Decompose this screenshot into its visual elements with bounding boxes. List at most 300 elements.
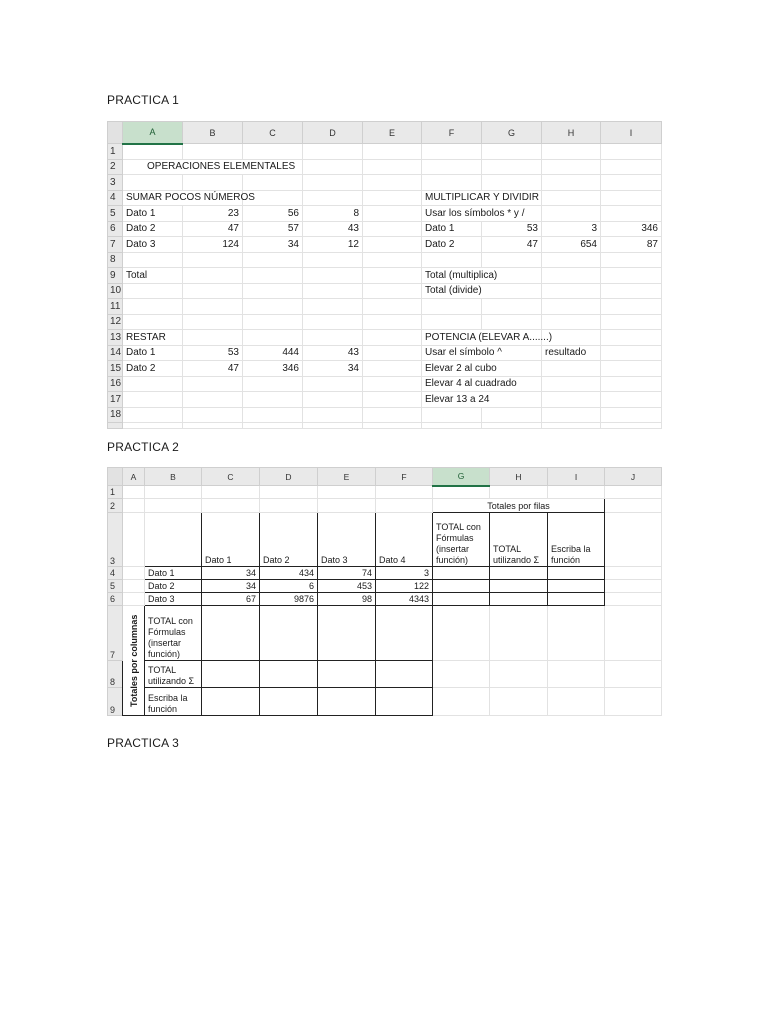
cell[interactable] <box>548 661 605 688</box>
row-header[interactable]: 7 <box>108 606 123 661</box>
cell[interactable] <box>183 330 243 346</box>
cell-total-label[interactable]: Total <box>123 268 183 284</box>
cell[interactable] <box>433 580 490 593</box>
cell <box>123 423 183 429</box>
cell[interactable] <box>303 283 363 299</box>
cell[interactable] <box>433 593 490 606</box>
cell[interactable] <box>542 206 601 222</box>
cell[interactable] <box>123 567 145 580</box>
cell-header[interactable]: Dato 2 <box>260 513 318 567</box>
cell-total-div[interactable]: Total (divide) <box>422 283 542 299</box>
cell[interactable] <box>605 606 662 661</box>
cell[interactable] <box>363 221 422 237</box>
cell[interactable] <box>376 486 433 499</box>
cell-value[interactable]: 346 <box>601 221 662 237</box>
cell[interactable] <box>542 175 601 191</box>
cell[interactable] <box>601 330 662 346</box>
cell[interactable] <box>123 407 183 423</box>
cell-value[interactable]: 43 <box>303 221 363 237</box>
cell-header[interactable]: Dato 4 <box>376 513 433 567</box>
cell[interactable] <box>363 206 422 222</box>
cell[interactable] <box>363 376 422 392</box>
cell[interactable] <box>318 606 376 661</box>
cell[interactable] <box>363 345 422 361</box>
cell[interactable] <box>243 175 303 191</box>
cell[interactable] <box>183 314 243 330</box>
cell[interactable] <box>601 299 662 315</box>
cell[interactable] <box>605 499 662 513</box>
cell-label[interactable]: Dato 2 <box>123 361 183 377</box>
cell-value[interactable]: 3 <box>376 567 433 580</box>
column-header-g[interactable]: G <box>482 122 542 144</box>
cell <box>601 423 662 429</box>
cell[interactable] <box>605 486 662 499</box>
row-header[interactable]: 9 <box>108 688 123 716</box>
cell-value[interactable]: 444 <box>243 345 303 361</box>
column-header-f[interactable]: F <box>422 122 482 144</box>
cell[interactable] <box>542 392 601 408</box>
cell-value[interactable]: 453 <box>318 580 376 593</box>
cell-totales-columnas[interactable]: Totales por columnas <box>123 606 145 716</box>
column-header-row <box>108 122 662 144</box>
cell-value[interactable]: 4343 <box>376 593 433 606</box>
cell[interactable] <box>303 299 363 315</box>
cell[interactable] <box>548 567 605 580</box>
cell[interactable] <box>433 606 490 661</box>
cell[interactable] <box>243 330 303 346</box>
cell-value[interactable]: 34 <box>243 237 303 253</box>
cell[interactable] <box>202 486 260 499</box>
cell[interactable] <box>422 175 482 191</box>
cell-total-mult[interactable]: Total (multiplica) <box>422 268 542 284</box>
cell[interactable] <box>548 580 605 593</box>
cell[interactable] <box>542 268 601 284</box>
cell-value[interactable]: 6 <box>260 580 318 593</box>
row-header[interactable]: 14 <box>108 345 123 361</box>
column-header-j[interactable]: J <box>605 468 662 486</box>
cell[interactable] <box>145 513 202 567</box>
cell-value[interactable]: 57 <box>243 221 303 237</box>
cell-resultado[interactable]: resultado <box>542 345 601 361</box>
row-header[interactable]: 7 <box>108 237 123 253</box>
row-header[interactable]: 3 <box>108 175 123 191</box>
cell[interactable] <box>123 314 183 330</box>
cell-col-total-header[interactable]: Escriba la función <box>145 688 202 716</box>
cell-col-total-header[interactable]: TOTAL utilizando Σ <box>145 661 202 688</box>
cell[interactable] <box>601 268 662 284</box>
cell[interactable] <box>542 314 601 330</box>
cell[interactable] <box>433 688 490 716</box>
cell[interactable] <box>422 407 482 423</box>
cell-value[interactable]: 43 <box>303 345 363 361</box>
cell-value[interactable]: 34 <box>202 580 260 593</box>
cell[interactable] <box>548 486 605 499</box>
cell-potencia-item[interactable]: Elevar 4 al cuadrado <box>422 376 542 392</box>
cell-value[interactable]: 47 <box>183 221 243 237</box>
cell[interactable] <box>363 314 422 330</box>
cell[interactable] <box>202 606 260 661</box>
cell[interactable] <box>260 661 318 688</box>
row-header[interactable]: 6 <box>108 593 123 606</box>
practica-1-heading: PRACTICA 1 <box>107 93 180 107</box>
cell[interactable] <box>303 252 363 268</box>
cell[interactable] <box>605 513 662 567</box>
cell-value[interactable]: 47 <box>183 361 243 377</box>
practica-1-sheet <box>107 121 662 429</box>
cell[interactable] <box>548 593 605 606</box>
cell-label[interactable]: Dato 2 <box>145 580 202 593</box>
cell[interactable] <box>123 144 183 160</box>
cell[interactable] <box>123 499 145 513</box>
cell <box>542 423 601 429</box>
cell-label[interactable]: Dato 1 <box>123 345 183 361</box>
cell <box>303 423 363 429</box>
cell <box>243 423 303 429</box>
cell[interactable] <box>433 486 490 499</box>
cell-value[interactable]: 47 <box>482 237 542 253</box>
cell-label[interactable]: Dato 2 <box>123 221 183 237</box>
cell[interactable] <box>145 486 202 499</box>
cell[interactable] <box>422 314 482 330</box>
cell[interactable] <box>601 283 662 299</box>
cell[interactable] <box>318 486 376 499</box>
cell-restar-title[interactable]: RESTAR <box>123 330 183 346</box>
cell-value[interactable]: 9876 <box>260 593 318 606</box>
column-header-g[interactable]: G <box>433 468 490 486</box>
cell <box>183 423 243 429</box>
cell <box>363 423 422 429</box>
cell[interactable] <box>145 499 202 513</box>
cell[interactable] <box>542 299 601 315</box>
cell[interactable] <box>490 606 548 661</box>
cell[interactable] <box>363 361 422 377</box>
cell[interactable] <box>123 513 145 567</box>
cell[interactable] <box>490 593 548 606</box>
column-header-d[interactable]: D <box>303 122 363 144</box>
cell[interactable] <box>123 252 183 268</box>
row-header[interactable]: 5 <box>108 580 123 593</box>
cell[interactable] <box>243 252 303 268</box>
row-header[interactable]: 16 <box>108 376 123 392</box>
cell[interactable] <box>601 376 662 392</box>
cell[interactable] <box>123 392 183 408</box>
cell[interactable] <box>605 580 662 593</box>
practica-2-sheet <box>107 467 662 716</box>
cell[interactable] <box>183 268 243 284</box>
row-header[interactable]: 5 <box>108 206 123 222</box>
select-all-corner[interactable] <box>108 122 123 144</box>
cell-value[interactable]: 8 <box>303 206 363 222</box>
cell[interactable] <box>303 144 363 160</box>
cell[interactable] <box>183 299 243 315</box>
cell[interactable] <box>376 499 433 513</box>
cell-value[interactable]: 53 <box>183 345 243 361</box>
cell[interactable] <box>183 283 243 299</box>
cell[interactable] <box>490 567 548 580</box>
cell-value[interactable]: 74 <box>318 567 376 580</box>
cell[interactable] <box>303 376 363 392</box>
row-header[interactable]: 6 <box>108 221 123 237</box>
column-header-i[interactable]: I <box>548 468 605 486</box>
cell-label[interactable]: Dato 3 <box>145 593 202 606</box>
cell[interactable] <box>601 190 662 206</box>
cell-potencia-item[interactable]: Elevar 2 al cubo <box>422 361 542 377</box>
column-header-e[interactable]: E <box>363 122 422 144</box>
cell[interactable] <box>303 190 363 206</box>
cell <box>482 423 542 429</box>
cell[interactable] <box>303 330 363 346</box>
cell[interactable] <box>490 661 548 688</box>
cell-potencia-hint[interactable]: Usar el símbolo ^ <box>422 345 542 361</box>
cell-label[interactable]: Dato 1 <box>145 567 202 580</box>
cell[interactable] <box>243 144 303 160</box>
cell-value[interactable]: 124 <box>183 237 243 253</box>
select-all-corner[interactable] <box>108 468 123 486</box>
cell[interactable] <box>303 268 363 284</box>
row-header[interactable]: 10 <box>108 283 123 299</box>
row-header[interactable]: 1 <box>108 144 123 160</box>
cell-label[interactable]: Dato 3 <box>123 237 183 253</box>
cell-value[interactable]: 346 <box>243 361 303 377</box>
cell-value[interactable]: 23 <box>183 206 243 222</box>
cell-value[interactable]: 98 <box>318 593 376 606</box>
cell[interactable] <box>243 314 303 330</box>
cell[interactable] <box>376 661 433 688</box>
row-header[interactable]: 18 <box>108 407 123 423</box>
cell[interactable] <box>601 252 662 268</box>
cell[interactable] <box>601 206 662 222</box>
cell[interactable] <box>605 567 662 580</box>
cell[interactable] <box>482 252 542 268</box>
cell[interactable] <box>123 593 145 606</box>
cell[interactable] <box>363 175 422 191</box>
cell[interactable] <box>318 499 376 513</box>
column-header-i[interactable]: I <box>601 122 662 144</box>
row-header[interactable]: 17 <box>108 392 123 408</box>
row-header[interactable]: 4 <box>108 567 123 580</box>
cell-value[interactable]: 34 <box>303 361 363 377</box>
cell[interactable] <box>260 606 318 661</box>
cell[interactable] <box>376 688 433 716</box>
cell-header[interactable]: Dato 1 <box>202 513 260 567</box>
cell[interactable] <box>542 144 601 160</box>
cell[interactable] <box>303 159 363 175</box>
cell[interactable] <box>542 190 601 206</box>
row-header[interactable]: 8 <box>108 252 123 268</box>
cell[interactable] <box>482 299 542 315</box>
column-header-c[interactable]: C <box>243 122 303 144</box>
cell[interactable] <box>422 159 482 175</box>
cell[interactable] <box>433 661 490 688</box>
cell-title[interactable]: OPERACIONES ELEMENTALES <box>123 159 303 175</box>
row-header[interactable]: 4 <box>108 190 123 206</box>
cell[interactable] <box>605 593 662 606</box>
cell[interactable] <box>183 392 243 408</box>
cell[interactable] <box>243 299 303 315</box>
row-header[interactable]: 1 <box>108 486 123 499</box>
cell[interactable] <box>601 361 662 377</box>
column-header-f[interactable]: F <box>376 468 433 486</box>
column-header-a[interactable]: A <box>123 468 145 486</box>
cell[interactable] <box>422 299 482 315</box>
cell[interactable] <box>482 314 542 330</box>
cell[interactable] <box>490 688 548 716</box>
partial-row <box>108 423 662 429</box>
cell[interactable] <box>363 407 422 423</box>
column-header-row <box>108 468 662 486</box>
row-header[interactable]: 11 <box>108 299 123 315</box>
column-header-h[interactable]: H <box>542 122 601 144</box>
cell-label[interactable]: Dato 1 <box>422 221 482 237</box>
cell[interactable] <box>363 283 422 299</box>
cell[interactable] <box>376 606 433 661</box>
column-header-e[interactable]: E <box>318 468 376 486</box>
row-header[interactable]: 12 <box>108 314 123 330</box>
cell[interactable] <box>318 661 376 688</box>
cell[interactable] <box>601 407 662 423</box>
cell[interactable] <box>243 407 303 423</box>
cell[interactable] <box>601 159 662 175</box>
cell[interactable] <box>542 376 601 392</box>
cell[interactable] <box>183 144 243 160</box>
cell-col-total-header[interactable]: TOTAL con Fórmulas (insertar función) <box>145 606 202 661</box>
row-header[interactable]: 3 <box>108 513 123 567</box>
practica-2-heading: PRACTICA 2 <box>107 440 180 454</box>
cell-sumar-title[interactable]: SUMAR POCOS NÚMEROS <box>123 190 243 206</box>
cell-value[interactable]: 67 <box>202 593 260 606</box>
cell-value[interactable]: 3 <box>542 221 601 237</box>
column-header-b[interactable]: B <box>183 122 243 144</box>
cell-potencia-item[interactable]: Elevar 13 a 24 <box>422 392 542 408</box>
cell[interactable] <box>542 159 601 175</box>
cell[interactable] <box>490 486 548 499</box>
cell-value[interactable]: 56 <box>243 206 303 222</box>
row-header[interactable]: 2 <box>108 159 123 175</box>
row-header[interactable]: 8 <box>108 661 123 688</box>
cell[interactable] <box>363 392 422 408</box>
cell-totales-filas[interactable]: Totales por filas <box>433 499 605 513</box>
cell[interactable] <box>243 283 303 299</box>
column-header-h[interactable]: H <box>490 468 548 486</box>
cell[interactable] <box>482 175 542 191</box>
cell[interactable] <box>202 499 260 513</box>
cell[interactable] <box>422 252 482 268</box>
cell[interactable] <box>260 486 318 499</box>
cell[interactable] <box>123 299 183 315</box>
row-header[interactable]: 9 <box>108 268 123 284</box>
cell[interactable] <box>542 283 601 299</box>
cell[interactable] <box>183 376 243 392</box>
cell-row-total-header[interactable]: Escriba la función <box>548 513 605 567</box>
cell-label[interactable]: Dato 2 <box>422 237 482 253</box>
cell-row-total-header[interactable]: TOTAL utilizando Σ <box>490 513 548 567</box>
cell-header[interactable]: Dato 3 <box>318 513 376 567</box>
cell[interactable] <box>548 606 605 661</box>
cell[interactable] <box>123 580 145 593</box>
cell[interactable] <box>303 175 363 191</box>
cell[interactable] <box>433 567 490 580</box>
cell[interactable] <box>482 159 542 175</box>
cell[interactable] <box>303 392 363 408</box>
cell[interactable] <box>303 407 363 423</box>
column-header-c[interactable]: C <box>202 468 260 486</box>
cell <box>422 423 482 429</box>
cell[interactable] <box>123 175 183 191</box>
cell[interactable] <box>542 361 601 377</box>
cell[interactable] <box>422 144 482 160</box>
cell-value[interactable]: 87 <box>601 237 662 253</box>
cell[interactable] <box>183 175 243 191</box>
cell[interactable] <box>601 314 662 330</box>
cell-value[interactable]: 654 <box>542 237 601 253</box>
cell[interactable] <box>482 144 542 160</box>
cell-potencia-title[interactable]: POTENCIA (ELEVAR A.......) <box>422 330 542 346</box>
cell-row-total-header[interactable]: TOTAL con Fórmulas (insertar función) <box>433 513 490 567</box>
cell[interactable] <box>490 580 548 593</box>
cell[interactable] <box>303 314 363 330</box>
cell[interactable] <box>243 268 303 284</box>
cell[interactable] <box>363 252 422 268</box>
cell[interactable] <box>123 283 183 299</box>
cell[interactable] <box>202 688 260 716</box>
cell-mult-hint[interactable]: Usar los símbolos * y / <box>422 206 542 222</box>
cell-value[interactable]: 12 <box>303 237 363 253</box>
practica-3-heading: PRACTICA 3 <box>107 736 180 750</box>
cell[interactable] <box>542 252 601 268</box>
cell[interactable] <box>482 407 542 423</box>
cell[interactable] <box>542 407 601 423</box>
cell-value[interactable]: 122 <box>376 580 433 593</box>
cell-value[interactable]: 53 <box>482 221 542 237</box>
column-header-a[interactable]: A <box>123 122 183 144</box>
row-header-cut <box>108 423 123 429</box>
cell[interactable] <box>123 486 145 499</box>
cell[interactable] <box>605 688 662 716</box>
row-header[interactable]: 15 <box>108 361 123 377</box>
row-header[interactable]: 2 <box>108 499 123 513</box>
cell[interactable] <box>601 345 662 361</box>
cell[interactable] <box>318 688 376 716</box>
cell[interactable] <box>363 190 422 206</box>
row-header[interactable]: 13 <box>108 330 123 346</box>
cell[interactable] <box>601 144 662 160</box>
cell[interactable] <box>605 661 662 688</box>
cell[interactable] <box>243 376 303 392</box>
cell-mult-title[interactable]: MULTIPLICAR Y DIVIDIR <box>422 190 542 206</box>
cell[interactable] <box>363 330 422 346</box>
cell[interactable] <box>202 661 260 688</box>
cell-value[interactable]: 34 <box>202 567 260 580</box>
cell[interactable] <box>183 252 243 268</box>
cell[interactable] <box>363 299 422 315</box>
column-header-d[interactable]: D <box>260 468 318 486</box>
cell-label[interactable]: Dato 1 <box>123 206 183 222</box>
cell[interactable] <box>260 688 318 716</box>
cell[interactable] <box>601 175 662 191</box>
column-header-b[interactable]: B <box>145 468 202 486</box>
cell[interactable] <box>260 499 318 513</box>
cell[interactable] <box>363 237 422 253</box>
cell[interactable] <box>363 268 422 284</box>
cell[interactable] <box>548 688 605 716</box>
cell[interactable] <box>363 159 422 175</box>
cell[interactable] <box>123 376 183 392</box>
cell[interactable] <box>183 407 243 423</box>
cell[interactable] <box>363 144 422 160</box>
cell-value[interactable]: 434 <box>260 567 318 580</box>
cell[interactable] <box>601 392 662 408</box>
cell[interactable] <box>243 392 303 408</box>
